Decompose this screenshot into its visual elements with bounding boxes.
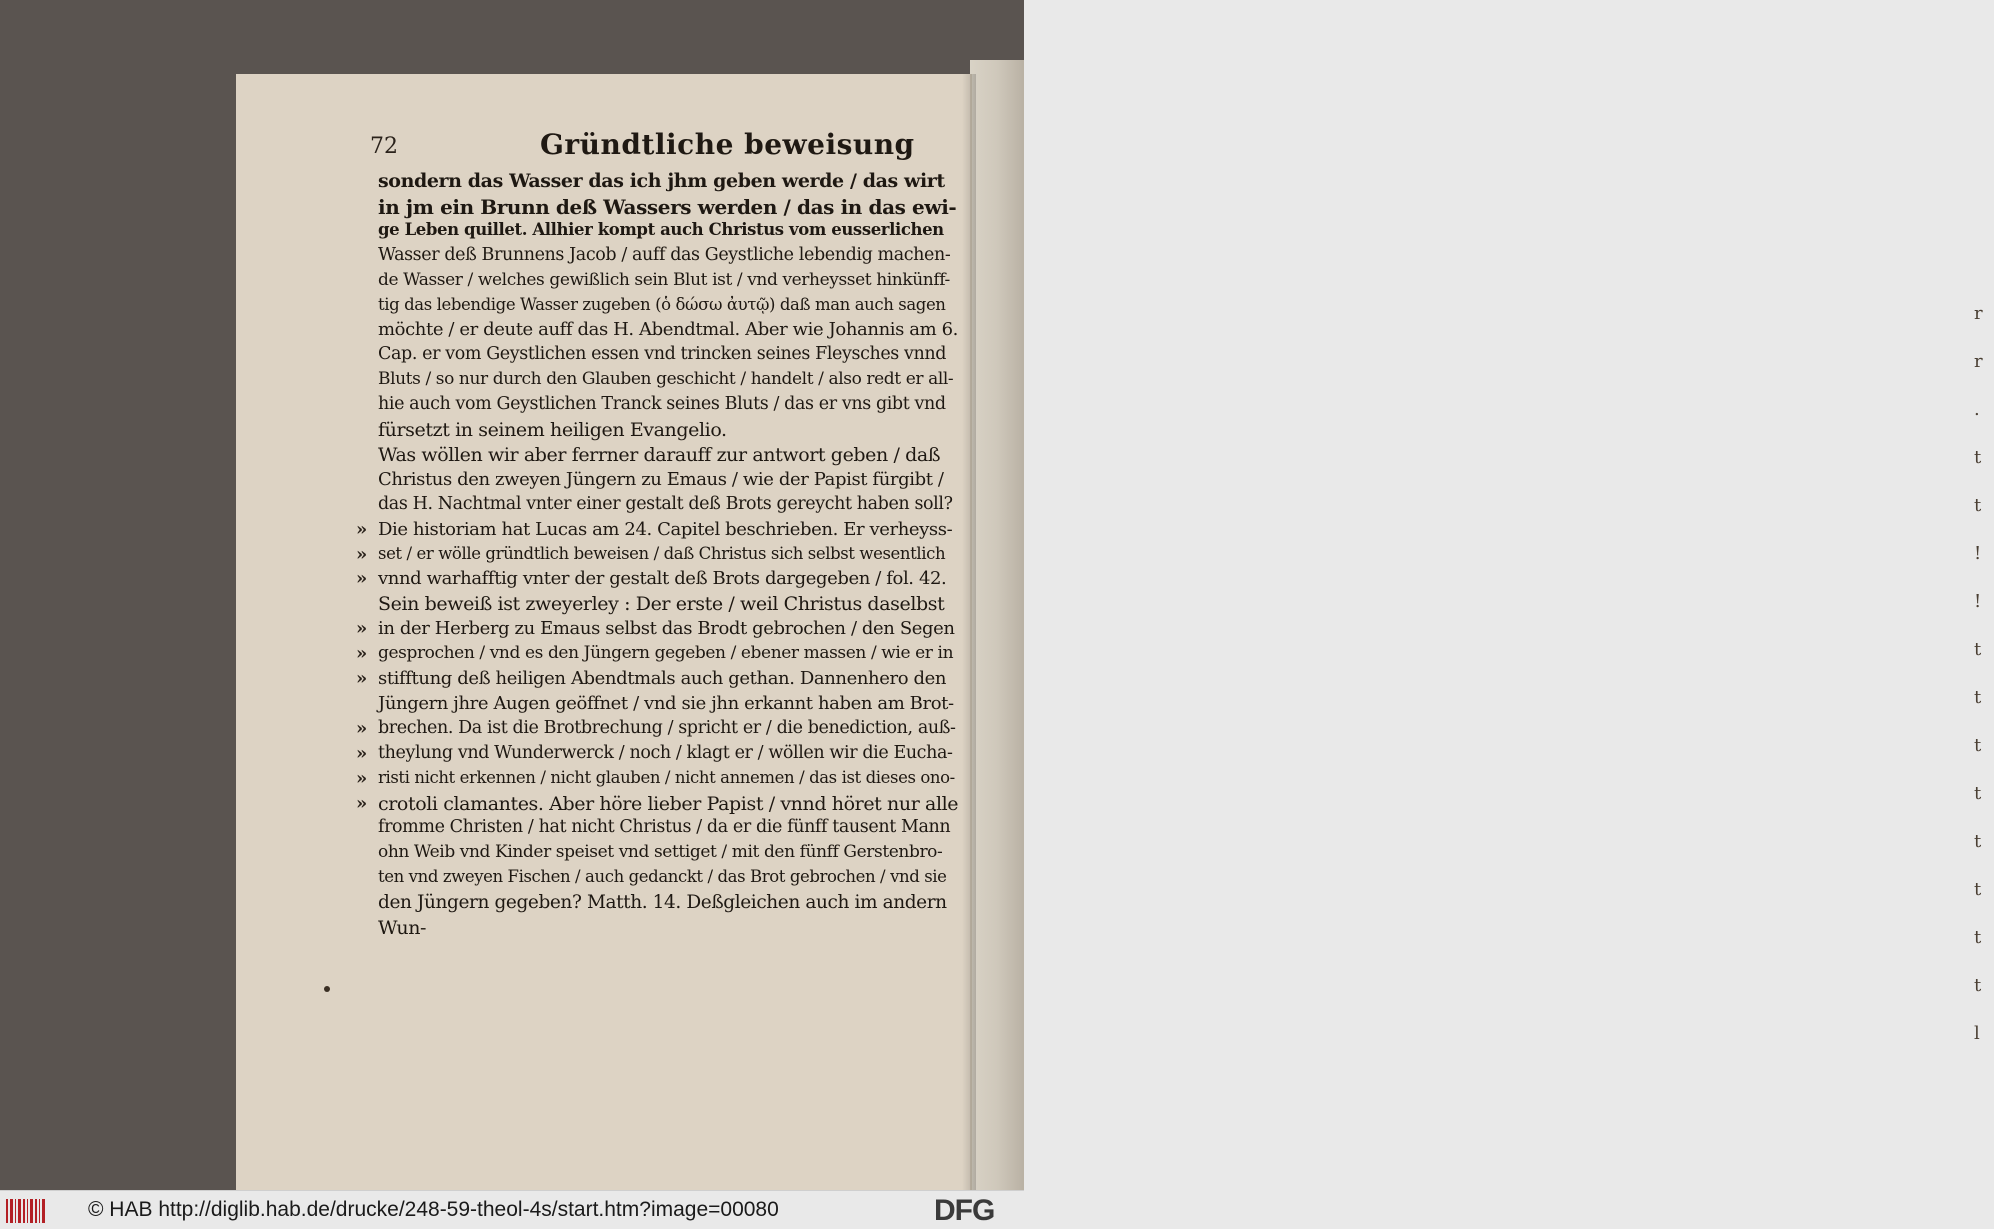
margin-quote-marker: » [356, 518, 368, 540]
next-page-edge [970, 60, 1983, 1190]
next-page-edge-text: r r . t t ! ! t t t t t t t t l [1974, 303, 1983, 1044]
dfg-logo: DFG [934, 1194, 995, 1227]
margin-quote-marker: » [356, 568, 368, 590]
gutter-shadow [962, 74, 976, 1190]
text-line: Christus den zweyen Jüngern zu Emaus / wie der Papist fürgibt / [378, 468, 944, 490]
text-line: Cap. er vom Geystlichen essen vnd trincken seines Fleysches vnnd [378, 344, 947, 365]
text-line: ten vnd zweyen Fischen / auch gedanckt / das Brot gebrochen / vnd sie [378, 867, 947, 887]
text-line: möchte / er deute auff das H. Abendtmal. Aber wie Johannis am 6. [378, 319, 958, 341]
text-line: den Jüngern gegeben? Matth. 14. Deßgleichen auch im andern [378, 892, 947, 914]
text-line: set / er wölle gründtlich beweisen / daß Christus sich selbst wesentlich [378, 543, 946, 563]
margin-quote-marker: » [356, 543, 368, 565]
page-number: 72 [370, 134, 398, 159]
text-line: Bluts / so nur durch den Glauben geschicht / handelt / also redt er all- [378, 369, 954, 390]
margin-quote-marker: » [356, 792, 368, 814]
text-line: risti nicht erkennen / nicht glauben / nicht annemen / das ist dieses ono- [378, 767, 955, 787]
text-line: in jm ein Brunn deß Wassers werden / das in das ewi- [378, 194, 957, 219]
page-header [370, 128, 970, 170]
margin-quote-marker: » [356, 742, 368, 764]
margin-quote-marker: » [356, 717, 368, 739]
ink-spot [324, 986, 330, 992]
text-line: ge Leben quillet. Allhier kompt auch Christus vom eusserlichen [378, 219, 944, 239]
text-line: fürsetzt in seinem heiligen Evangelio. [378, 419, 727, 441]
text-line: fromme Christen / hat nicht Christus / da er die fünff tausent Mann [378, 817, 951, 838]
text-line: Wasser deß Brunnens Jacob / auff das Geystliche lebendig machen- [378, 244, 951, 265]
text-line: Die historiam hat Lucas am 24. Capitel beschrieben. Er verheyss- [378, 518, 953, 540]
text-line: Wun- [378, 917, 427, 939]
running-head: Gründtliche beweisung [540, 128, 915, 161]
text-line: stifftung deß heiligen Abendtmals auch gethan. Dannenhero den [378, 668, 947, 689]
text-line: tig das lebendige Wasser zugeben (ὁ δώσω ἀυτῷ) daß man auch sagen [378, 294, 946, 314]
barcode-icon [4, 1197, 48, 1225]
text-line: sondern das Wasser das ich jhm geben werde / das wirt [378, 170, 945, 192]
text-line: ohn Weib vnd Kinder speiset vnd settiget / mit den fünff Gerstenbro- [378, 842, 943, 863]
text-line: Sein beweiß ist zweyerley : Der erste / weil Christus daselbst [378, 593, 945, 616]
viewer-footer [0, 1190, 1024, 1229]
text-line: hie auch vom Geystlichen Tranck seines Bluts / das er vns gibt vnd [378, 394, 946, 415]
text-line: vnnd warhafftig vnter der gestalt deß Brots dargegeben / fol. 42. [378, 568, 947, 590]
text-line: de Wasser / welches gewißlich sein Blut ist / vnd verheysset hinkünff- [378, 269, 950, 290]
margin-quote-marker: » [356, 767, 368, 789]
text-line: brechen. Da ist die Brotbrechung / spricht er / die benediction, auß- [378, 717, 956, 738]
text-line: in der Herberg zu Emaus selbst das Brodt gebrochen / den Segen [378, 618, 955, 640]
copyright-link[interactable]: © HAB http://diglib.hab.de/drucke/248-59-theol-4s/start.htm?image=00080 [88, 1198, 779, 1221]
text-line: gesprochen / vnd es den Jüngern gegeben / ebener massen / wie er in [378, 643, 954, 664]
margin-quote-marker: » [356, 643, 368, 665]
text-line: Was wöllen wir aber ferrner darauff zur antwort geben / daß [378, 443, 941, 466]
text-line: crotoli clamantes. Aber höre lieber Papist / vnnd höret nur alle [378, 792, 959, 815]
text-line: das H. Nachtmal vnter einer gestalt deß Brots gereycht haben soll? [378, 493, 953, 514]
margin-quote-marker: » [356, 618, 368, 640]
margin-quote-marker: » [356, 668, 368, 689]
text-line: theylung vnd Wunderwerck / noch / klagt er / wöllen wir die Eucha- [378, 742, 953, 763]
text-line: Jüngern jhre Augen geöffnet / vnd sie jhn erkannt haben am Brot- [378, 692, 954, 714]
